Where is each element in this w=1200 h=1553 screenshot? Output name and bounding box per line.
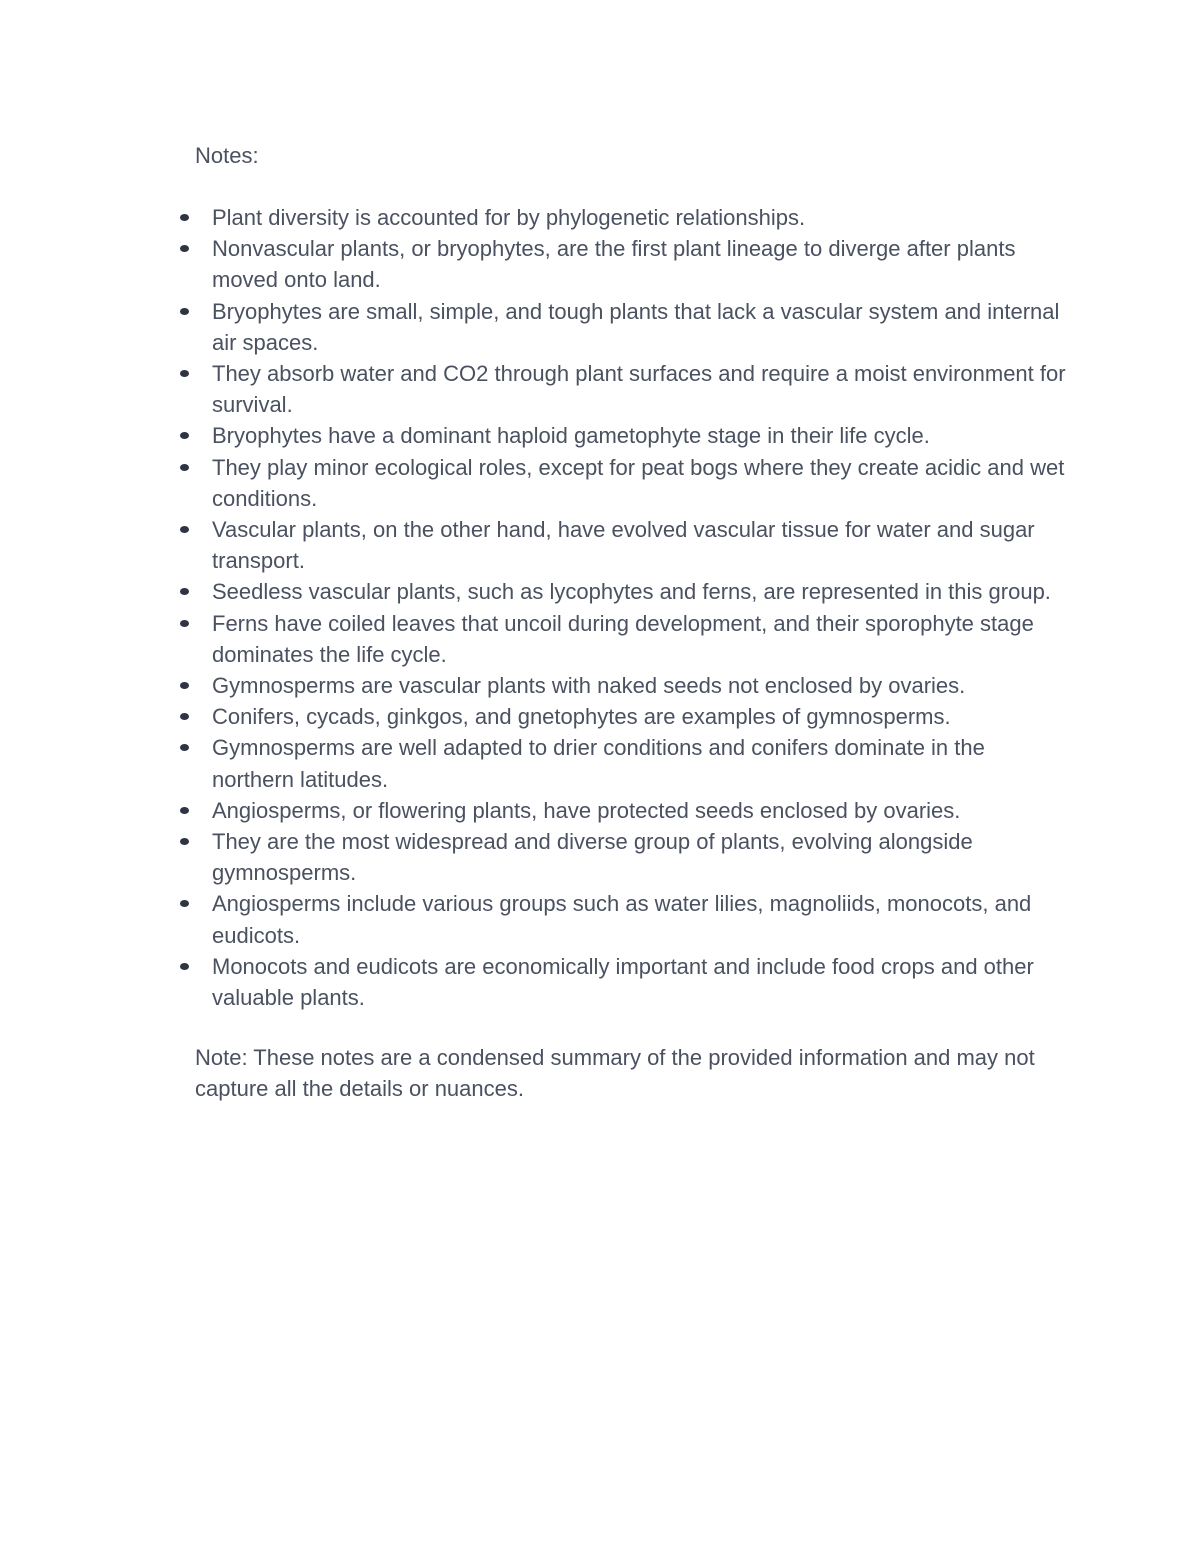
list-item-text: Seedless vascular plants, such as lycophytes and ferns, are represented in this group. [212, 579, 1051, 605]
bullet-icon [180, 620, 189, 627]
footer-note: Note: These notes are a condensed summary of the provided information and may not capture all the details or nuances. [195, 1045, 1035, 1102]
list-item-text: Gymnosperms are well adapted to drier conditions and conifers dominate in the northern latitudes. [212, 735, 985, 792]
bullet-icon [180, 744, 189, 751]
list-item-text: Vascular plants, on the other hand, have evolved vascular tissue for water and sugar transport. [212, 517, 1035, 574]
bullet-icon [180, 588, 189, 595]
list-item [212, 670, 1072, 701]
list-item-text: Nonvascular plants, or bryophytes, are the first plant lineage to diverge after plants moved onto land. [212, 236, 1016, 293]
list-item-text: Gymnosperms are vascular plants with naked seeds not enclosed by ovaries. [212, 673, 966, 699]
list-item [212, 795, 1072, 826]
list-item [212, 514, 1072, 576]
list-item-text: Conifers, cycads, ginkgos, and gnetophytes are examples of gymnosperms. [212, 704, 951, 730]
list-item [212, 951, 1072, 1013]
list-item [212, 233, 1072, 295]
list-item-text: Bryophytes are small, simple, and tough plants that lack a vascular system and internal air spaces. [212, 298, 1060, 355]
list-item [212, 420, 1072, 451]
list-item [212, 701, 1072, 732]
bullet-icon [180, 963, 189, 970]
bullet-icon [180, 900, 189, 907]
list-item-text: Monocots and eudicots are economically important and include food crops and other valuable plants. [212, 953, 1034, 1011]
bullet-icon [180, 682, 189, 689]
list-item [212, 608, 1072, 670]
list-item-text: Angiosperms, or flowering plants, have protected seeds enclosed by ovaries. [212, 797, 961, 823]
notes-heading: Notes: [195, 143, 259, 168]
list-item [212, 452, 1072, 514]
list-item [212, 888, 1072, 950]
list-item-text: Ferns have coiled leaves that uncoil during development, and their sporophyte stage dominates the life cycle. [212, 610, 1034, 667]
list-item [212, 202, 1072, 233]
list-item-text: They play minor ecological roles, except for peat bogs where they create acidic and wet conditions. [212, 454, 1065, 511]
list-item-text: Angiosperms include various groups such as water lilies, magnoliids, monocots, and eudicots. [212, 891, 1032, 948]
bullet-icon [180, 838, 189, 845]
bullet-icon [180, 214, 189, 221]
bullet-icon [180, 370, 189, 377]
bullet-icon [180, 526, 189, 533]
list-item-text: Bryophytes have a dominant haploid gametophyte stage in their life cycle. [212, 423, 930, 449]
bullet-icon [180, 464, 189, 471]
notes-list [212, 202, 1072, 1013]
list-item [212, 576, 1072, 607]
list-item-text: Plant diversity is accounted for by phylogenetic relationships. [212, 205, 806, 230]
bullet-icon [180, 245, 189, 252]
list-item-text: They are the most widespread and diverse group of plants, evolving alongside gymnosperms. [212, 829, 973, 886]
list-item [212, 826, 1072, 888]
list-item [212, 296, 1072, 358]
list-item-text: They absorb water and CO2 through plant surfaces and require a moist environment for survival. [212, 361, 1066, 418]
bullet-icon [180, 807, 189, 814]
bullet-icon [180, 308, 189, 315]
list-item [212, 358, 1072, 420]
bullet-icon [180, 432, 189, 439]
bullet-icon [180, 713, 189, 720]
list-item [212, 732, 1072, 794]
